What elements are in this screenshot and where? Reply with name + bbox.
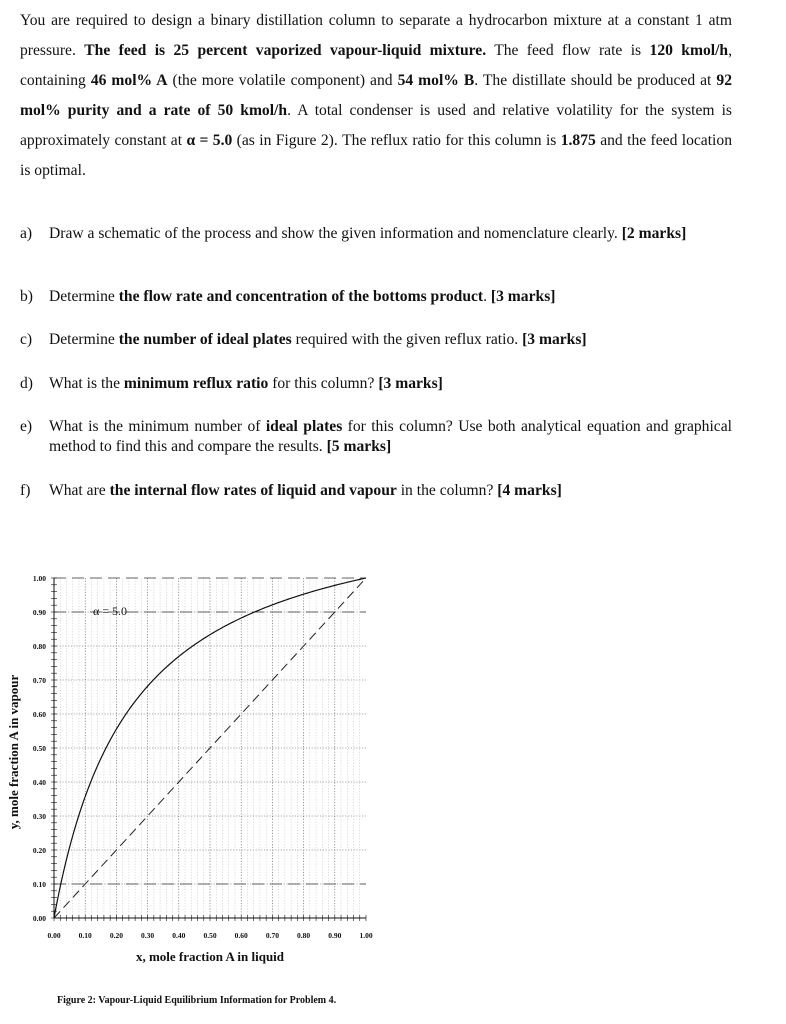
question-b-text-2: . <box>483 288 491 305</box>
x-tick-label: 0.20 <box>109 931 123 940</box>
problem-statement <box>20 6 732 186</box>
intro-paragraph <box>20 6 732 186</box>
question-c-text: Determine <box>49 331 119 348</box>
intro-text-1: You are required to design a binary distillation column to separate a hydrocarbon mixture at a constant 1 atm pressure. <box>20 12 732 59</box>
question-e-label: e) <box>20 418 33 435</box>
intro-reflux-ratio: 1.875 <box>560 132 596 149</box>
question-d-text: What is the <box>49 375 124 392</box>
y-tick-label: 0.80 <box>32 642 46 651</box>
intro-feed-b: 54 mol% B <box>397 72 475 89</box>
y-tick-label: 0.00 <box>32 914 46 923</box>
x-tick-label: 0.10 <box>78 931 92 940</box>
intro-text-2: The feed flow rate is <box>486 42 650 59</box>
question-d <box>20 374 732 394</box>
intro-feed-state: The feed is 25 percent vaporized vapour-liquid mixture. <box>84 42 487 59</box>
x-tick-label: 0.60 <box>234 931 248 940</box>
vle-chart <box>0 560 786 1024</box>
intro-text-3: , containing <box>20 42 732 89</box>
question-c-text-2: required with the given reflux ratio. <box>291 331 523 348</box>
question-b-bold: the flow rate and concentration of the bottoms product <box>118 288 484 305</box>
intro-feed-rate: 120 kmol/h <box>649 42 729 59</box>
question-f-marks: [4 marks] <box>497 482 562 499</box>
figure-caption: Figure 2: Vapour-Liquid Equilibrium Information for Problem 4. <box>57 995 337 1006</box>
question-b-label: b) <box>20 288 33 305</box>
question-c <box>20 330 732 350</box>
intro-alpha: α = 5.0 <box>186 132 233 149</box>
y-axis-label: y, mole fraction A in vapour <box>6 674 21 830</box>
question-c-marks: [3 marks] <box>522 331 587 348</box>
y-tick-label: 0.70 <box>32 676 46 685</box>
question-a-label: a) <box>20 225 33 242</box>
x-axis-label: x, mole fraction A in liquid <box>135 949 285 964</box>
question-b <box>20 287 732 307</box>
question-d-bold: minimum reflux ratio <box>123 375 269 392</box>
alpha-annotation: α = 5.0 <box>92 604 128 618</box>
x-tick-label: 0.30 <box>141 931 155 940</box>
question-e-marks: [5 marks] <box>326 438 392 455</box>
question-a-marks: [2 marks] <box>621 225 687 242</box>
question-f-label: f) <box>20 482 31 499</box>
question-e-text-2: for this column? Use both analytical equation and graphical method to find this and compare the results. <box>49 418 732 455</box>
x-tick-label: 0.40 <box>172 931 186 940</box>
y-tick-label: 0.90 <box>32 608 46 617</box>
y-tick-label: 0.50 <box>32 744 46 753</box>
x-tick-label: 0.70 <box>265 931 279 940</box>
question-e-text: What is the minimum number of <box>49 418 266 435</box>
question-d-label: d) <box>20 375 33 392</box>
question-b-text: Determine <box>49 288 119 305</box>
question-b-marks: [3 marks] <box>490 288 556 305</box>
question-f <box>20 481 732 501</box>
question-a <box>20 224 732 244</box>
intro-text-4: (the more volatile component) and <box>167 72 398 89</box>
x-tick-label: 0.00 <box>47 931 61 940</box>
question-f-text: What are <box>49 482 110 499</box>
x-tick-label: 1.00 <box>359 931 373 940</box>
question-c-label: c) <box>20 331 33 348</box>
y-tick-label: 0.30 <box>32 812 46 821</box>
intro-text-6: . A total condenser is used and relative volatility for the system is approximately constant at <box>20 102 733 149</box>
x-tick-label: 0.50 <box>203 931 217 940</box>
question-e <box>20 417 732 457</box>
question-f-bold: the internal flow rates of liquid and vapour <box>109 482 397 499</box>
y-tick-label: 0.20 <box>32 846 46 855</box>
question-d-text-2: for this column? <box>268 375 379 392</box>
intro-feed-a: 46 mol% A <box>90 72 168 89</box>
intro-text-7: (as in Figure 2). The reflux ratio for this column is <box>232 132 561 149</box>
question-f-text-2: in the column? <box>396 482 498 499</box>
question-e-bold: ideal plates <box>265 418 343 435</box>
y-tick-label: 0.40 <box>32 778 46 787</box>
x-tick-label: 0.80 <box>297 931 311 940</box>
y-tick-label: 1.00 <box>32 574 46 583</box>
question-a-text: Draw a schematic of the process and show the given information and nomenclature clearly. <box>49 225 622 242</box>
y-tick-label: 0.60 <box>32 710 46 719</box>
intro-text-5: . The distillate should be produced at <box>474 72 717 89</box>
x-tick-label: 0.90 <box>328 931 342 940</box>
question-d-marks: [3 marks] <box>378 375 443 392</box>
question-c-bold: the number of ideal plates <box>118 331 292 348</box>
intro-distillate: 92 mol% purity and a rate of 50 kmol/h <box>20 72 732 119</box>
y-tick-label: 0.10 <box>32 880 46 889</box>
intro-text-8: and the feed location is optimal. <box>20 132 732 179</box>
